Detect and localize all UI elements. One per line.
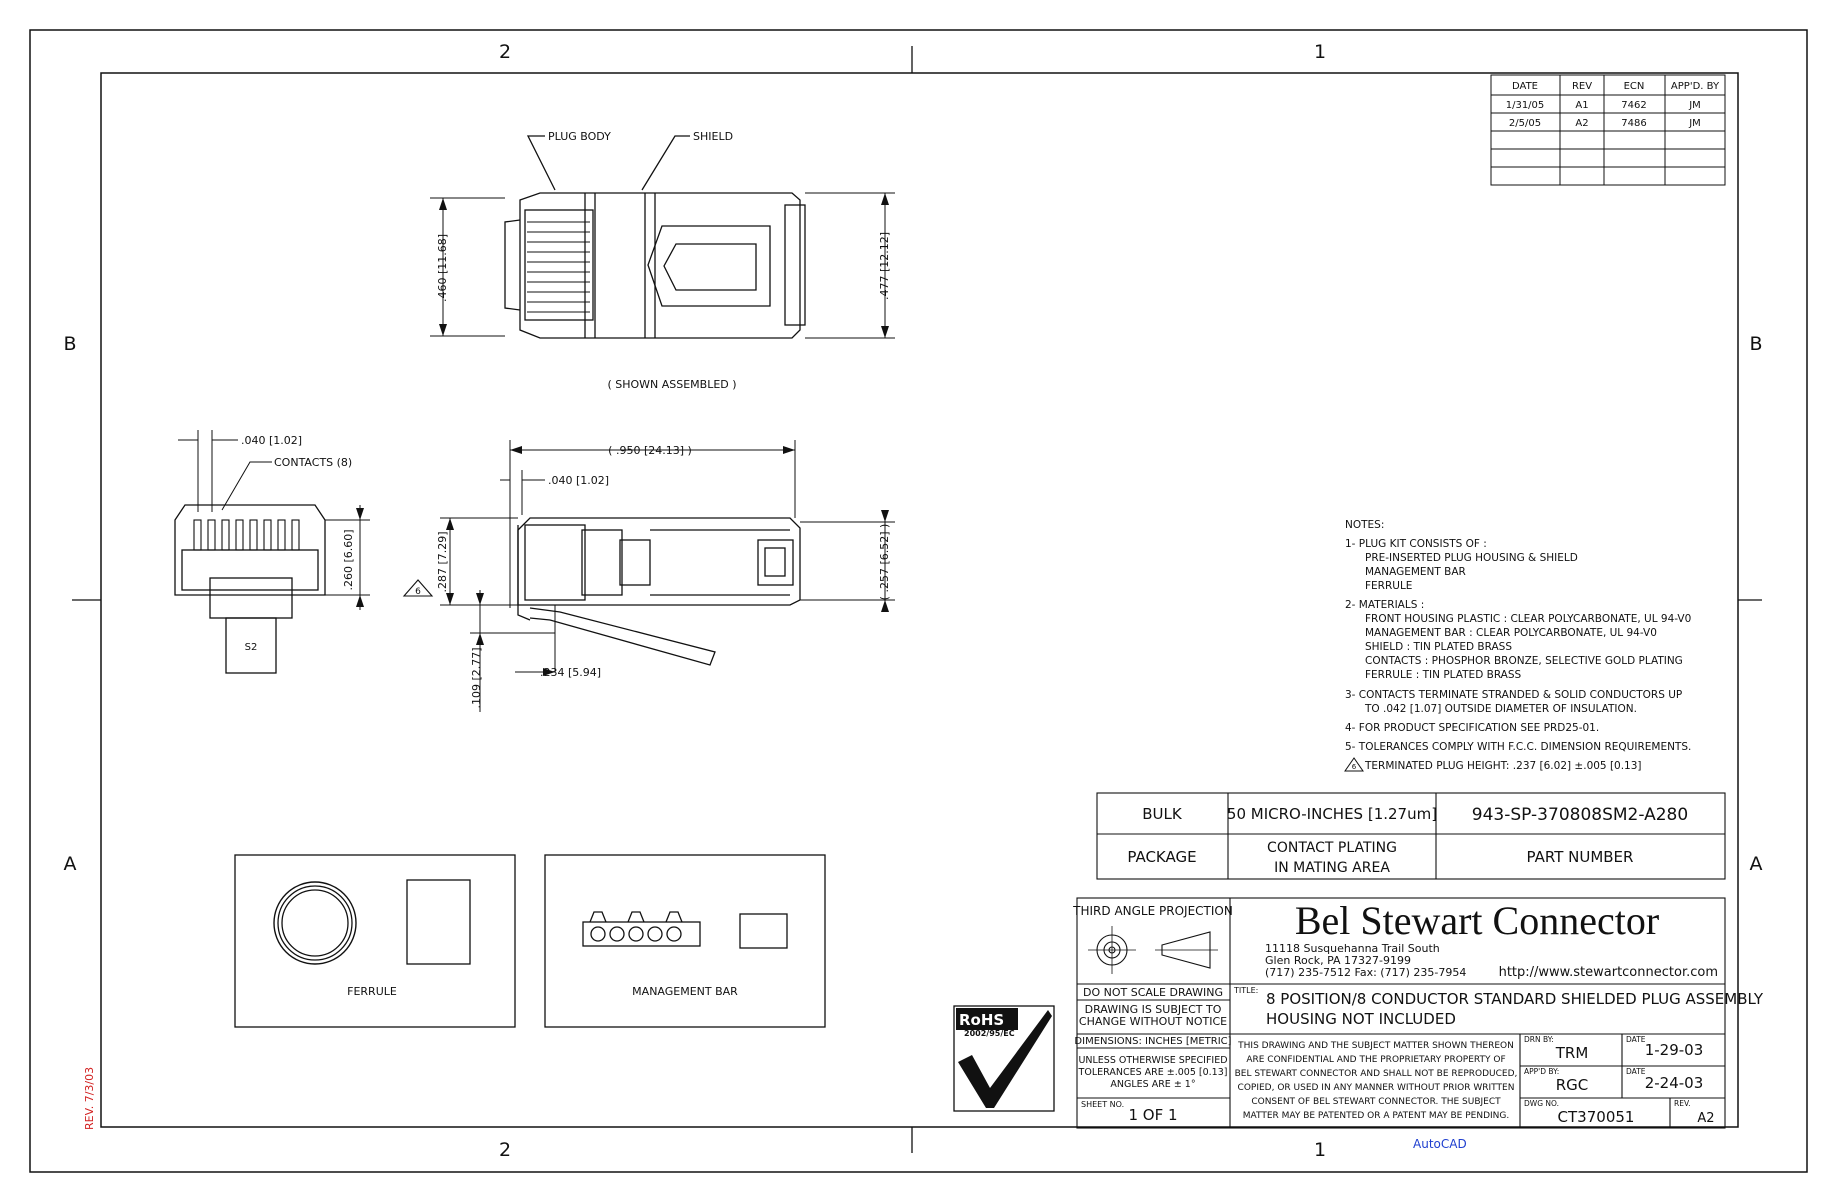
rohs-logo (954, 1006, 1054, 1111)
confidential-line: ARE CONFIDENTIAL AND THE PROPRIETARY PROPERTY OF (1246, 1055, 1506, 1065)
approved-date: 2-24-03 (1644, 1074, 1704, 1092)
dim-width-left: .460 [11.68] (436, 233, 449, 303)
drawn-date-label: DATE (1626, 1035, 1646, 1044)
note-line: FERRULE : TIN PLATED BRASS (1365, 669, 1522, 681)
drawn-by-label: DRN BY: (1524, 1035, 1554, 1044)
cell-part-number-label: PART NUMBER (1526, 848, 1634, 866)
note-line: TERMINATED PLUG HEIGHT: .237 [6.02] ±.005 [0.13] (1365, 760, 1642, 772)
rev-cell: JM (1689, 118, 1701, 129)
revision-table (1491, 75, 1725, 185)
cell-package: PACKAGE (1127, 848, 1197, 866)
zone-label-top-1: 1 (1313, 41, 1327, 63)
management-bar-view (545, 855, 825, 1027)
caption-shown-assembled: ( SHOWN ASSEMBLED ) (607, 378, 737, 391)
confidential-line: THIS DRAWING AND THE SUBJECT MATTER SHOWN THEREON (1238, 1041, 1514, 1051)
projection-label: THIRD ANGLE PROJECTION (1073, 904, 1233, 918)
zone-label-left-a: A (63, 853, 77, 875)
dim-side-height-left: .287 [7.29] (436, 531, 449, 593)
zone-label-top-2: 2 (498, 41, 512, 63)
rohs-sub: 2002/95/EC (964, 1029, 1015, 1038)
cell-part-number: 943-SP-370808SM2-A280 (1471, 805, 1689, 825)
rev-cell: 7486 (1621, 118, 1647, 129)
note-line: PRE-INSERTED PLUG HOUSING & SHIELD (1365, 552, 1578, 564)
dim-side-height-right: ( .257 [6.52] ) (878, 523, 891, 601)
note-line: CONTACTS : PHOSPHOR BRONZE, SELECTIVE GOLD PLATING (1365, 655, 1683, 667)
subject-change-2: CHANGE WITHOUT NOTICE (1078, 1015, 1228, 1028)
label-contacts: CONTACTS (8) (274, 456, 353, 469)
part-number-table (1097, 793, 1725, 879)
rev-value: A2 (1697, 1111, 1715, 1126)
address-line-1: 11118 Susquehanna Trail South (1265, 942, 1440, 955)
confidential-line: BEL STEWART CONNECTOR AND SHALL NOT BE REPRODUCED, (1234, 1069, 1518, 1079)
zone-label-left-b: B (63, 333, 77, 355)
title-line-2: HOUSING NOT INCLUDED (1266, 1010, 1456, 1028)
dim-latch-height: .109 [2.77] (470, 647, 483, 709)
front-view-plug (175, 430, 370, 673)
address-line-2: Glen Rock, PA 17327-9199 (1265, 954, 1412, 967)
note-line: FRONT HOUSING PLASTIC : CLEAR POLYCARBONATE, UL 94-V0 (1365, 613, 1692, 625)
confidential-line: MATTER MAY BE PATENTED OR A PATENT MAY BE PENDING. (1242, 1111, 1510, 1121)
tolerance-1: UNLESS OTHERWISE SPECIFIED (1078, 1055, 1228, 1066)
website: http://www.stewartconnector.com (1498, 965, 1718, 980)
approved-by-value: RGC (1555, 1076, 1589, 1094)
address-line-3: (717) 235-7512 Fax: (717) 235-7954 (1265, 966, 1467, 979)
drawn-by-value: TRM (1555, 1044, 1589, 1062)
sheet-value: 1 OF 1 (1128, 1106, 1178, 1124)
rev-cell: 2/5/05 (1508, 118, 1542, 129)
note-line: TO .042 [1.07] OUTSIDE DIAMETER OF INSULATION. (1365, 703, 1637, 715)
zone-label-right-a: A (1749, 853, 1763, 875)
title-line-1: 8 POSITION/8 CONDUCTOR STANDARD SHIELDED PLUG ASSEMBLY (1266, 990, 1764, 1008)
note-line: FERRULE (1365, 580, 1413, 592)
label-plug-body: PLUG BODY (548, 130, 611, 143)
label-management-bar: MANAGEMENT BAR (632, 985, 738, 998)
company-name: Bel Stewart Connector (1294, 898, 1660, 943)
zone-label-bottom-2: 2 (498, 1139, 512, 1161)
confidential-line: COPIED, OR USED IN ANY MANNER WITHOUT PRIOR WRITTEN (1237, 1083, 1515, 1093)
tab-mark: S2 (244, 642, 258, 653)
title-block (1072, 898, 1764, 1128)
zone-label-bottom-1: 1 (1313, 1139, 1327, 1161)
dim-side-offset: .040 [1.02] (548, 474, 610, 487)
subject-change-1: DRAWING IS SUBJECT TO (1084, 1003, 1222, 1016)
note-line: MANAGEMENT BAR (1365, 566, 1466, 578)
rev-header-date: DATE (1511, 81, 1539, 92)
note-line: 4- FOR PRODUCT SPECIFICATION SEE PRD25-01. (1345, 722, 1600, 734)
cell-plating-label-2: IN MATING AREA (1274, 860, 1390, 876)
approved-date-label: DATE (1626, 1067, 1646, 1076)
rohs-text: RoHS (959, 1011, 1005, 1029)
rev-cell: A2 (1575, 118, 1589, 129)
top-view-plug (430, 130, 895, 391)
margin-revision-stamp: REV. 7/3/03 (83, 1066, 96, 1130)
notes-block (1345, 519, 1691, 772)
dim-contact-pitch: .040 [1.02] (241, 434, 303, 447)
rev-cell: A1 (1575, 100, 1589, 111)
label-shield: SHIELD (693, 130, 734, 143)
rev-cell: JM (1689, 100, 1701, 111)
rev-header-rev: REV (1571, 81, 1593, 92)
note-line: 1- PLUG KIT CONSISTS OF : (1345, 538, 1487, 550)
dim-latch-length: .234 [5.94] (540, 666, 602, 679)
rev-header-appd: APP'D. BY (1670, 81, 1720, 92)
approved-by-label: APP'D BY: (1524, 1067, 1560, 1076)
sheet-label: SHEET NO. (1081, 1100, 1125, 1109)
note-flag-6: 6 (415, 587, 421, 597)
inner-border (101, 73, 1738, 1127)
cell-plating-label-1: CONTACT PLATING (1267, 840, 1397, 856)
note-line: 3- CONTACTS TERMINATE STRANDED & SOLID CONDUCTORS UP (1345, 689, 1683, 701)
dim-side-length: ( .950 [24.13] ) (608, 444, 692, 457)
note-line: MANAGEMENT BAR : CLEAR POLYCARBONATE, UL 94-V0 (1365, 627, 1657, 639)
zone-label-right-b: B (1749, 333, 1763, 355)
software-stamp: AutoCAD (1413, 1137, 1467, 1151)
cell-bulk: BULK (1142, 805, 1182, 823)
note-line: 5- TOLERANCES COMPLY WITH F.C.C. DIMENSION REQUIREMENTS. (1345, 741, 1692, 753)
dwg-no-value: CT370051 (1557, 1108, 1635, 1126)
title-label: TITLE: (1234, 986, 1259, 995)
drawn-date: 1-29-03 (1644, 1041, 1704, 1059)
cell-plating: 50 MICRO-INCHES [1.27um] (1226, 805, 1438, 823)
rev-label: REV. (1674, 1099, 1691, 1108)
do-not-scale: DO NOT SCALE DRAWING (1083, 986, 1223, 999)
dim-front-height: .260 [6.60] (342, 529, 355, 591)
label-ferrule: FERRULE (347, 985, 397, 998)
notes-title: NOTES: (1345, 519, 1385, 531)
note-flag-6: 6 (1351, 763, 1357, 771)
side-view-plug (404, 440, 895, 712)
ferrule-view (235, 855, 515, 1027)
tolerance-2: TOLERANCES ARE ±.005 [0.13] (1078, 1067, 1228, 1078)
dim-width-right: .477 [12.12] (878, 231, 891, 301)
dimensions-unit: DIMENSIONS: INCHES [METRIC] (1074, 1036, 1232, 1047)
tolerance-3: ANGLES ARE ± 1° (1110, 1079, 1196, 1090)
dwg-no-label: DWG NO. (1524, 1099, 1559, 1108)
rev-header-ecn: ECN (1623, 81, 1645, 92)
rev-cell: 7462 (1621, 100, 1647, 111)
note-line: 2- MATERIALS : (1345, 599, 1425, 611)
rev-cell: 1/31/05 (1505, 100, 1545, 111)
note-line: SHIELD : TIN PLATED BRASS (1365, 641, 1512, 653)
confidential-line: CONSENT OF BEL STEWART CONNECTOR. THE SUBJECT (1251, 1097, 1501, 1107)
